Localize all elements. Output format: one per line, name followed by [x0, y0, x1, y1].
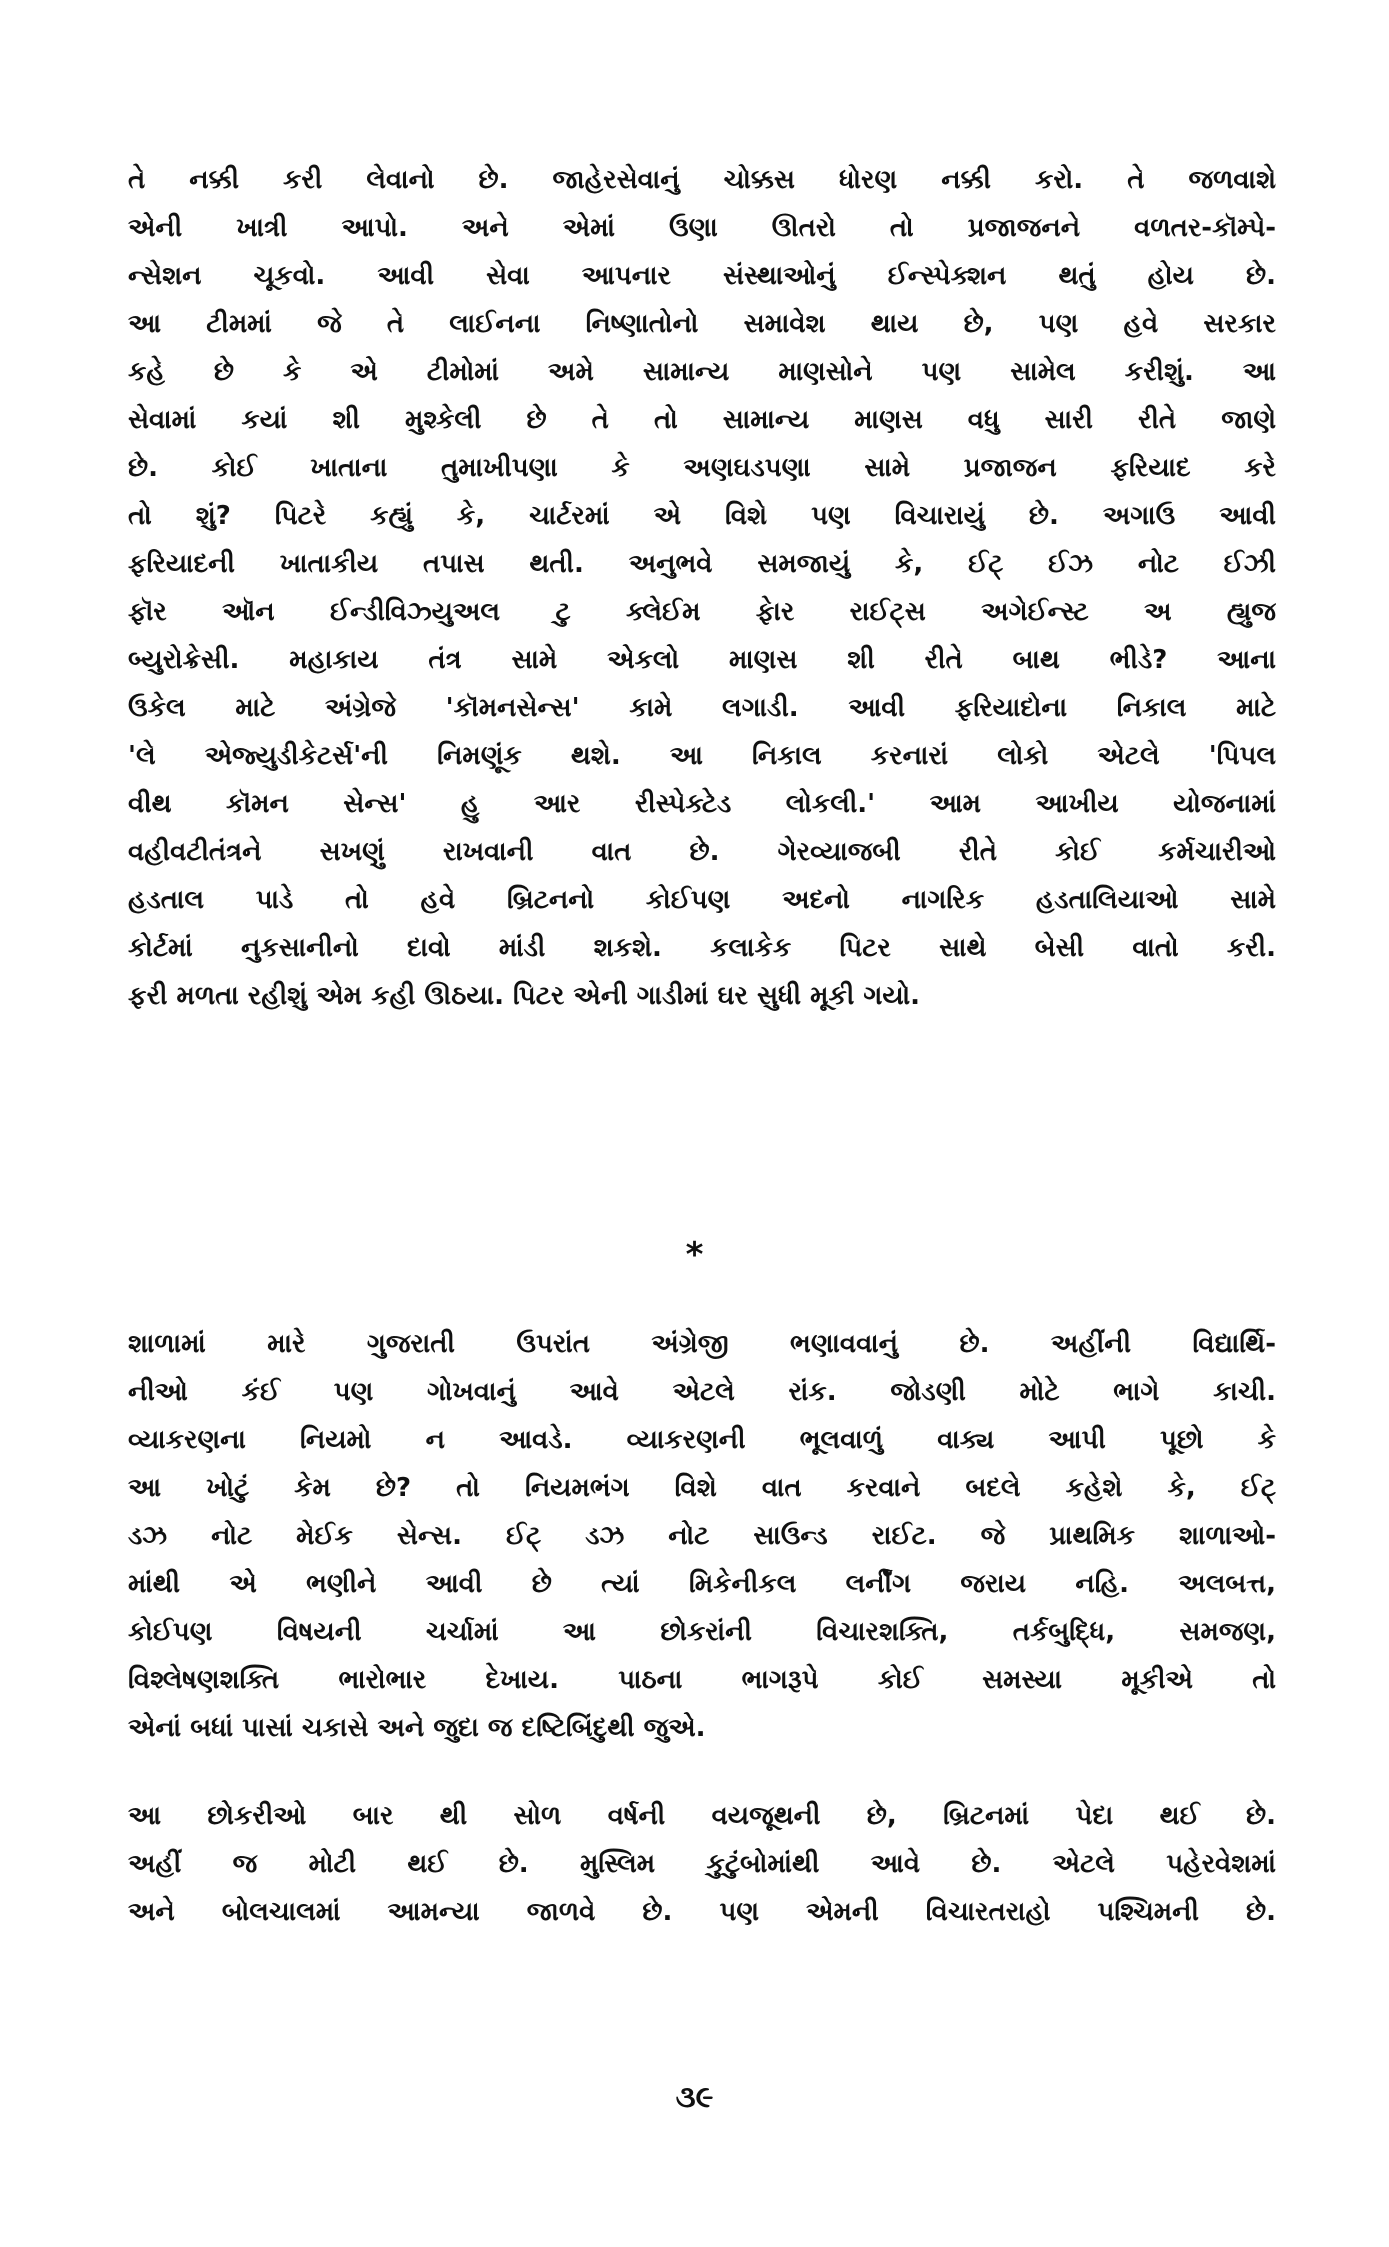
text-line: આ છોકરીઓ બાર થી સોળ વર્ષની વયજૂથની છે, બ્રિટનમાં પેદા થઈ છે. — [128, 1801, 1276, 1831]
text-line: વિશ્લેષણશક્તિ ભારોભાર દેખાય. પાઠના ભાગરૂપે કોઈ સમસ્યા મૂકીએ તો — [128, 1665, 1276, 1695]
text-line: ફરી મળતા રહીશું એમ કહી ઊઠયા. પિટર એની ગાડીમાં ઘર સુધી મૂકી ગયો. — [128, 981, 920, 1011]
text-line: એનાં બધાં પાસાં ચકાસે અને જુદા જ દષ્ટિબિંદુથી જુએ. — [128, 1713, 706, 1743]
text-line: બ્યુરોક્રેસી. મહાકાય તંત્ર સામે એકલો માણસ શી રીતે બાથ ભીડે? આના — [128, 645, 1276, 675]
text-line: ડઝ નોટ મેઈક સેન્સ. ઈટ્ ડઝ નોટ સાઉન્ડ રાઈટ. જે પ્રાથમિક શાળાઓ- — [128, 1521, 1276, 1551]
text-line: ન્સેશન ચૂકવો. આવી સેવા આપનાર સંસ્થાઓનું ઈન્સ્પેક્શન થતું હોય છે. — [128, 261, 1276, 291]
text-line: માંથી એ ભણીને આવી છે ત્યાં મિકેનીકલ લર્નીંગ જરાય નહિ. અલબત્ત, — [128, 1569, 1276, 1599]
text-line: કોઈપણ વિષયની ચર્ચામાં આ છોકરાંની વિચારશક્તિ, તર્કબુદ્ધિ, સમજણ, — [128, 1617, 1276, 1647]
text-line: એની ખાત્રી આપો. અને એમાં ઉણા ઊતરો તો પ્રજાજનને વળતર-કૉમ્પે- — [128, 213, 1276, 243]
text-line: આ ટીમમાં જે તે લાઈનના નિષ્ણાતોનો સમાવેશ થાય છે, પણ હવે સરકાર — [128, 309, 1276, 339]
text-line: નીઓ કંઈ પણ ગોખવાનું આવે એટલે રાંક. જોડણી મોટે ભાગે કાચી. — [128, 1377, 1276, 1407]
text-line: 'લે એજ્યુડીકેટર્સ'ની નિમણૂંક થશે. આ નિકાલ કરનારાં લોકો એટલે 'પિપલ — [128, 741, 1276, 771]
text-line: તો શું? પિટરે કહ્યું કે, ચાર્ટરમાં એ વિશે પણ વિચારાયું છે. અગાઉ આવી — [128, 501, 1276, 531]
text-line: વહીવટીતંત્રને સખણું રાખવાની વાત છે. ગેરવ્યાજબી રીતે કોઈ કર્મચારીઓ — [128, 837, 1276, 867]
text-line: ઉકેલ માટે અંગ્રેજે 'કૉમનસેન્સ' કામે લગાડી. આવી ફરિયાદોના નિકાલ માટે — [128, 693, 1276, 723]
text-line: અહીં જ મોટી થઈ છે. મુસ્લિમ કુટુંબોમાંથી આવે છે. એટલે પહેરવેશમાં — [128, 1849, 1276, 1879]
text-line: ફરિયાદની ખાતાકીય તપાસ થતી. અનુભવે સમજાયું કે, ઈટ્ ઈઝ નોટ ઈઝી — [128, 549, 1276, 579]
text-line: કહે છે કે એ ટીમોમાં અમે સામાન્ય માણસોને પણ સામેલ કરીશું. આ — [128, 357, 1276, 387]
text-line: આ ખોટું કેમ છે? તો નિયમભંગ વિશે વાત કરવાને બદલે કહેશે કે, ઈટ્ — [128, 1473, 1276, 1503]
text-line: શાળામાં મારે ગુજરાતી ઉપરાંત અંગ્રેજી ભણાવવાનું છે. અહીંની વિદ્યાર્થિ- — [128, 1329, 1276, 1359]
section-separator: * — [685, 1235, 704, 1275]
text-line: કોર્ટમાં નુકસાનીનો દાવો માંડી શકશે. કલાકેક પિટર સાથે બેસી વાતો કરી. — [128, 933, 1276, 963]
text-line: તે નક્કી કરી લેવાનો છે. જાહેરસેવાનું ચોક્કસ ધોરણ નક્કી કરો. તે જળવાશે — [128, 165, 1276, 195]
text-line: સેવામાં કયાં શી મુશ્કેલી છે તે તો સામાન્ય માણસ વધુ સારી રીતે જાણે — [128, 405, 1276, 435]
text-line: છે. કોઈ ખાતાના તુમાખીપણા કે અણઘડપણા સામે પ્રજાજન ફરિયાદ કરે — [128, 453, 1276, 483]
text-line: વ્યાકરણના નિયમો ન આવડે. વ્યાકરણની ભૂલવાળું વાક્ય આપી પૂછો કે — [128, 1425, 1276, 1455]
text-line: અને બોલચાલમાં આમન્યા જાળવે છે. પણ એમની વિચારતરાહો પશ્ચિમની છે. — [128, 1897, 1276, 1927]
page-number: ૩૯ — [675, 2080, 714, 2115]
text-line: વીથ કૉમન સેન્સ' હુ આર રીસ્પેક્ટેડ લોકલી.' આમ આખીય યોજનામાં — [128, 789, 1276, 819]
text-line: હડતાલ પાડે તો હવે બ્રિટનનો કોઈપણ અદનો નાગરિક હડતાલિયાઓ સામે — [128, 885, 1276, 915]
text-line: ફૉર ઑન ઈન્ડીવિઝ્યુઅલ ટુ ક્લેઈમ ફેાર રાઈટ્સ અગેઈન્સ્ટ અ હ્યુજ — [128, 597, 1276, 627]
